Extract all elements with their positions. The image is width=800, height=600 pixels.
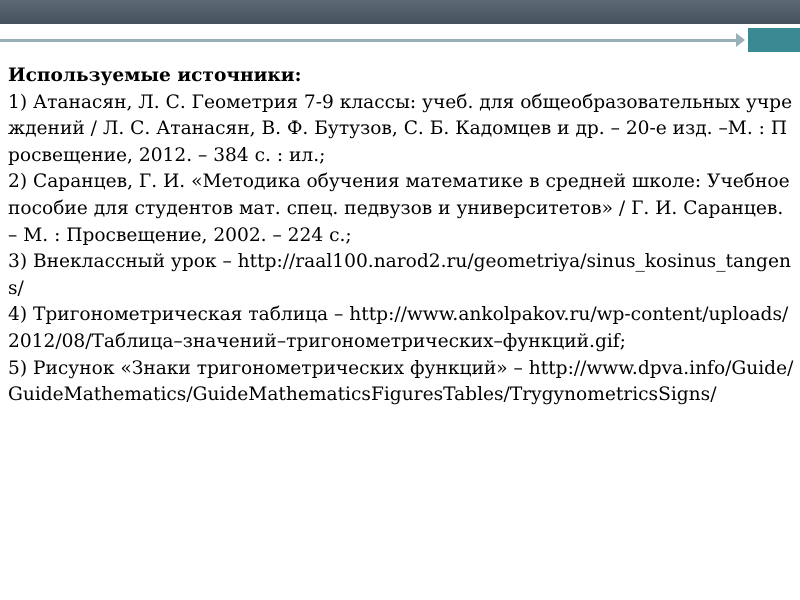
source-entry-1 bbox=[8, 90, 794, 170]
source-entry-2 bbox=[8, 169, 794, 249]
source-entry-5-text: 5) Рисунок «Знаки тригонометрических функций» – bbox=[8, 357, 529, 379]
source-entry-3-link[interactable]: http://raal100.narod2.ru/geometriya/sinus_kosinus_tangens/ bbox=[8, 251, 791, 299]
sources-heading: Используемые источники: bbox=[8, 65, 302, 86]
accent-line bbox=[0, 39, 742, 42]
sources-text bbox=[8, 63, 794, 409]
source-entry-3 bbox=[8, 249, 794, 302]
top-decorative-bar bbox=[0, 0, 800, 24]
accent-arrow bbox=[736, 33, 745, 47]
source-entry-3-text: 3) Внеклассный урок – bbox=[8, 251, 238, 273]
source-entry-1-text: 1) Атанасян, Л. С. Геометрия 7-9 классы: учеб. для общеобразовательных учреждений / Л. С. Атанасян, В. Ф. Бутузов, С. Б. Кадомцев и др. – 20-е изд. –М. : Просвещение, 2012. – 384 с. : ил.; bbox=[8, 91, 793, 166]
source-entry-4 bbox=[8, 302, 794, 355]
accent-block bbox=[748, 28, 800, 52]
source-entry-5-link[interactable]: http://www.dpva.info/Guide/GuideMathematics/GuideMathematicsFiguresTables/TrygynometricsSigns/ bbox=[8, 357, 794, 406]
source-entry-5 bbox=[8, 356, 794, 409]
source-entry-4-link[interactable]: http://www.ankolpakov.ru/wp-content/uploads/2012/08/Таблица–значений–тригонометрических–функций.gif; bbox=[8, 304, 789, 352]
source-entry-4-text: 4) Тригонометрическая таблица – bbox=[8, 304, 350, 326]
source-entry-2-text: 2) Саранцев, Г. И. «Методика обучения математике в средней школе: Учебное пособие для студентов мат. спец. педвузов и университетов» / Г. И. Саранцев. – М. : Просвещение, 2002. – 224 с.; bbox=[8, 171, 790, 246]
